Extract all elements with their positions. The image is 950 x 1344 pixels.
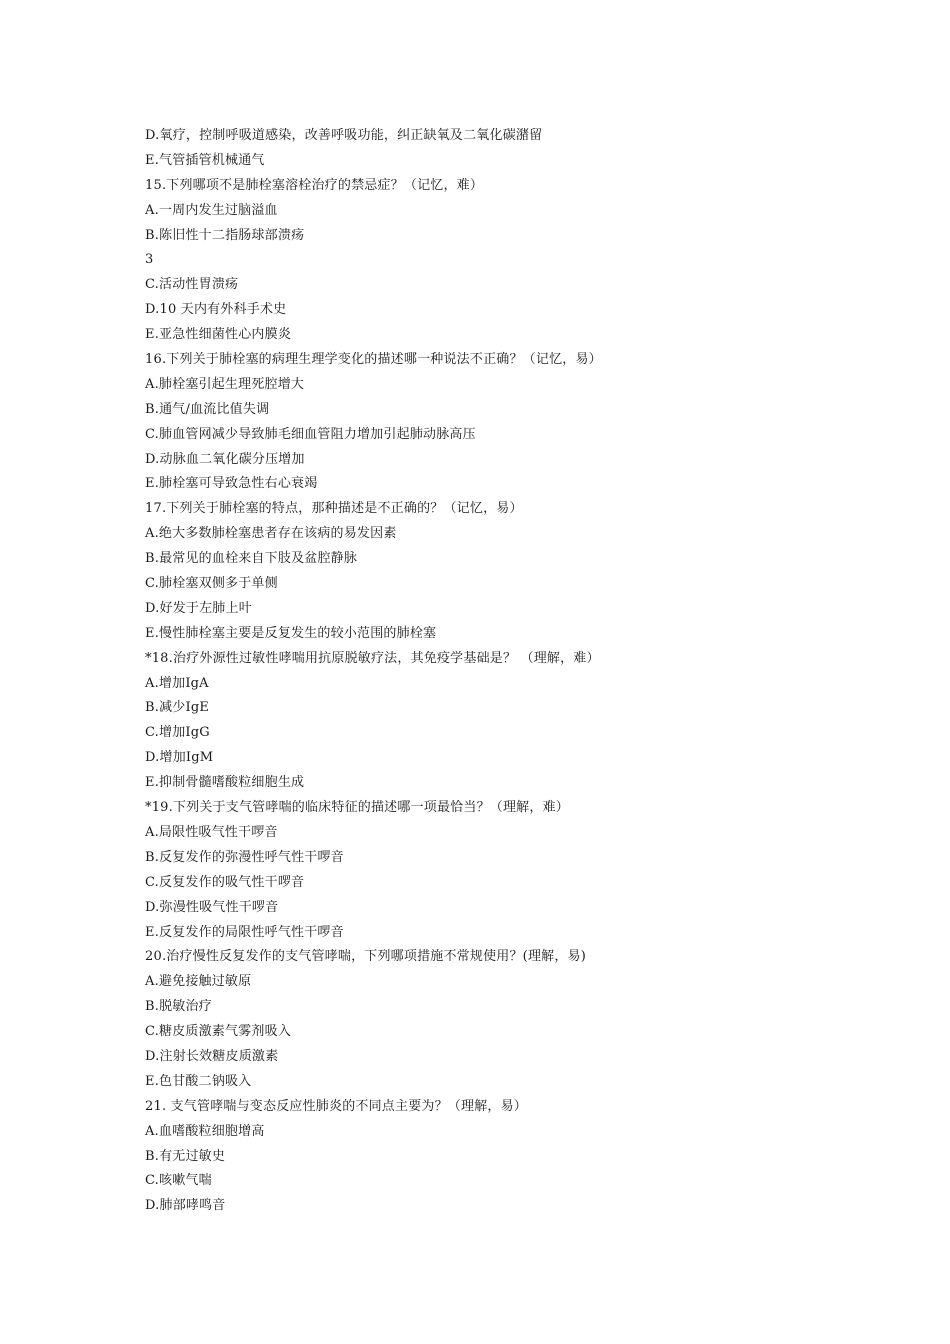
- text-line: B.通气/血流比值失调: [145, 401, 270, 417]
- text-line: C.糖皮质激素气雾剂吸入: [145, 1024, 292, 1040]
- text-line: C.活动性胃溃疡: [145, 277, 239, 293]
- text-line: E.反复发作的局限性呼气性干啰音: [145, 924, 344, 940]
- text-line: A.血嗜酸粒细胞增高: [145, 1123, 265, 1139]
- text-line: E.肺栓塞可导致急性右心衰竭: [145, 476, 318, 492]
- text-line: A.肺栓塞引起生理死腔增大: [145, 376, 305, 392]
- text-line: 15.下列哪项不是肺栓塞溶栓治疗的禁忌症？（记忆，难）: [145, 177, 484, 193]
- text-line: E.色甘酸二钠吸入: [145, 1073, 252, 1089]
- text-line: E.亚急性细菌性心内膜炎: [145, 327, 292, 343]
- text-line: A.增加IgA: [145, 675, 209, 691]
- text-line: A.避免接触过敏原: [145, 974, 252, 990]
- text-line: C.肺血管网减少导致肺毛细血管阻力增加引起肺动脉高压: [145, 426, 476, 442]
- text-line: D.增加IgM: [145, 750, 214, 766]
- text-line: D.动脉血二氧化碳分压增加: [145, 451, 305, 467]
- text-line: E.气管插管机械通气: [145, 152, 265, 168]
- text-line: B.最常见的血栓来自下肢及盆腔静脉: [145, 551, 358, 567]
- text-line: D.10 天内有外科手术史: [145, 302, 287, 318]
- text-line: B.有无过敏史: [145, 1148, 226, 1164]
- text-line: D.注射长效糖皮质激素: [145, 1048, 279, 1064]
- text-line: *18.治疗外源性过敏性哮喘用抗原脱敏疗法，其免疫学基础是？ （理解，难）: [145, 650, 600, 666]
- text-line: *19.下列关于支气管哮喘的临床特征的描述哪一项最恰当？（理解，难）: [145, 800, 569, 816]
- text-line: 20.治疗慢性反复发作的支气管哮喘，下列哪项措施不常规使用？(理解，易): [145, 949, 587, 965]
- text-line: 16.下列关于肺栓塞的病理生理学变化的描述哪一种说法不正确？（记忆，易）: [145, 352, 602, 368]
- question-text-block: [145, 124, 905, 1219]
- text-line: B.陈旧性十二指肠球部溃疡: [145, 227, 305, 243]
- text-line: C.增加IgG: [145, 725, 210, 741]
- text-line: 21. 支气管哮喘与变态反应性肺炎的不同点主要为？（理解，易）: [145, 1098, 528, 1114]
- text-line: E.抑制骨髓嗜酸粒细胞生成: [145, 775, 305, 791]
- text-line: C.反复发作的吸气性干啰音: [145, 874, 305, 890]
- text-line: 17.下列关于肺栓塞的特点，那种描述是不正确的？（记忆，易）: [145, 501, 523, 517]
- text-line: D.好发于左肺上叶: [145, 600, 252, 616]
- text-line: D.肺部哮鸣音: [145, 1198, 226, 1214]
- text-line: A.绝大多数肺栓塞患者存在该病的易发因素: [145, 526, 397, 542]
- text-line: B.减少IgE: [145, 700, 210, 716]
- text-line: 3: [145, 252, 154, 268]
- text-line: B.反复发作的弥漫性呼气性干啰音: [145, 849, 344, 865]
- text-line: C.肺栓塞双侧多于单侧: [145, 576, 278, 592]
- text-line: A.局限性吸气性干啰音: [145, 824, 278, 840]
- text-line: D.弥漫性吸气性干啰音: [145, 899, 279, 915]
- text-line: B.脱敏治疗: [145, 999, 212, 1015]
- text-line: C.咳嗽气喘: [145, 1173, 212, 1189]
- text-line: D.氧疗，控制呼吸道感染，改善呼吸功能，纠正缺氧及二氧化碳潴留: [145, 128, 543, 143]
- text-line: E.慢性肺栓塞主要是反复发生的较小范围的肺栓塞: [145, 625, 437, 641]
- text-line: A.一周内发生过脑溢血: [145, 202, 278, 218]
